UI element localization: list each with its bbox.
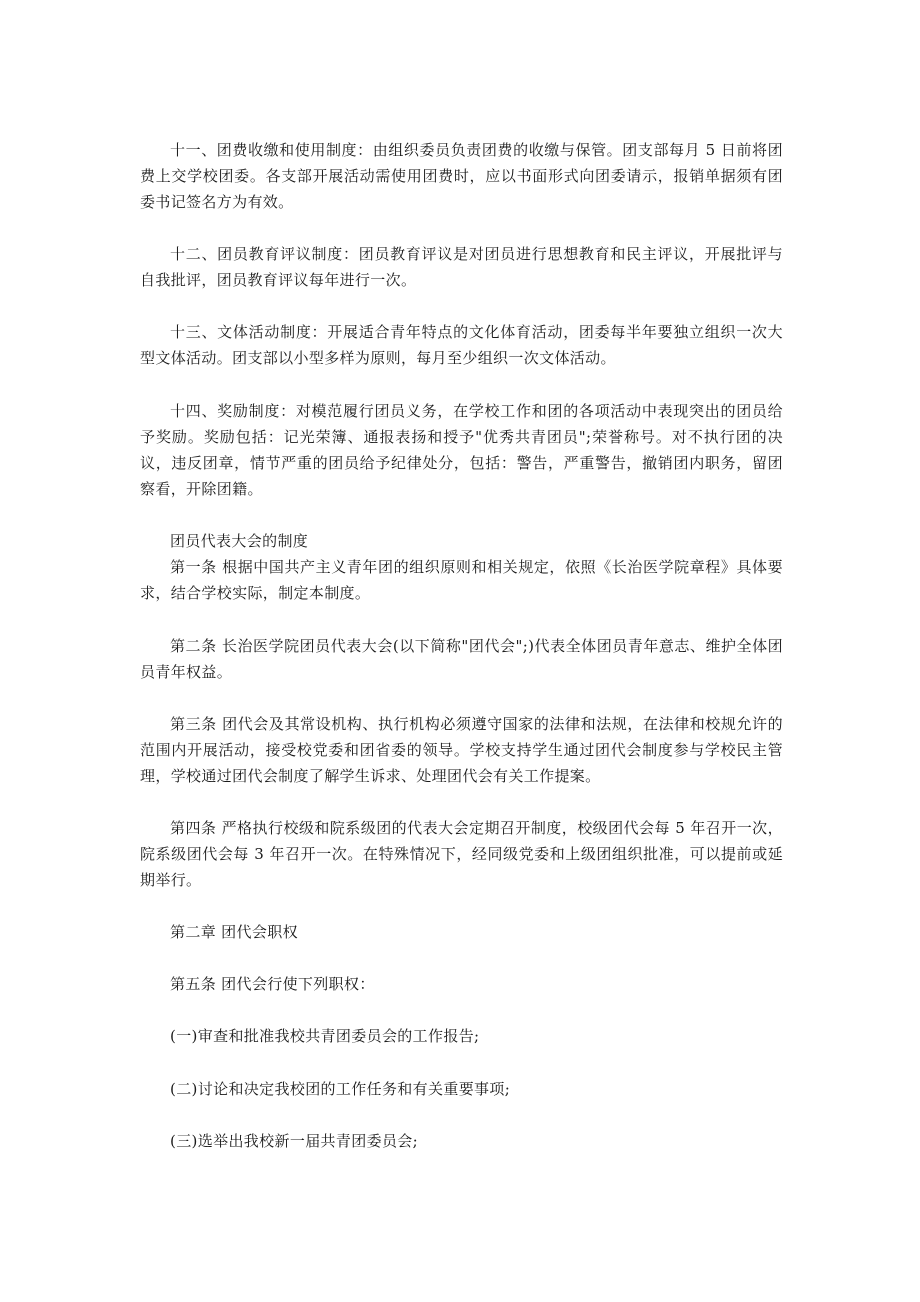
article-5: 第五条 团代会行使下列职权：	[170, 975, 375, 993]
power-item-2: (二)讨论和决定我校团的工作任务和有关重要事项;	[170, 1080, 511, 1098]
article-2: 第二条 长治医学院团员代表大会(以下简称"团代会";)代表全体团员青年意志、维护全体团员青年权益。	[140, 637, 783, 681]
paragraph-fee-system: 十一、团费收缴和使用制度：由组织委员负责团费的收缴与保管。团支部每月 5 日前将团费上交学校团委。各支部开展活动需使用团费时，应以书面形式向团委请示，报销单据须有团委书记签名方为有效。	[140, 141, 783, 211]
article-4: 第四条 严格执行校级和院系级团的代表大会定期召开制度，校级团代会每 5 年召开一次，院系级团代会每 3 年召开一次。在特殊情况下，经同级党委和上级团组织批准，可以提前或延期举行。	[140, 819, 783, 889]
article-3: 第三条 团代会及其常设机构、执行机构必须遵守国家的法律和法规，在法律和校规允许的范围内开展活动，接受校党委和团省委的领导。学校支持学生通过团代会制度参与学校民主管理，学校通过团代会制度了解学生诉求、处理团代会有关工作提案。	[140, 715, 783, 785]
section-heading-congress-system: 团员代表大会的制度	[170, 532, 309, 550]
paragraph-reward-system: 十四、奖励制度：对模范履行团员义务，在学校工作和团的各项活动中表现突出的团员给予奖励。奖励包括：记光荣簿、通报表扬和授予"优秀共青团员";荣誉称号。对不执行团的决议，违反团章，情节严重的团员给予纪律处分，包括：警告，严重警告，撤销团内职务，留团察看，开除团籍。	[140, 402, 783, 498]
chapter-2-heading: 第二章 团代会职权	[170, 923, 298, 941]
paragraph-culture-sports-system: 十三、文体活动制度：开展适合青年特点的文化体育活动，团委每半年要独立组织一次大型文体活动。团支部以小型多样为原则，每月至少组织一次文体活动。	[140, 323, 783, 367]
article-1: 第一条 根据中国共产主义青年团的组织原则和相关规定，依照《长治医学院章程》具体要求，结合学校实际，制定本制度。	[140, 558, 783, 602]
paragraph-evaluation-system: 十二、团员教育评议制度：团员教育评议是对团员进行思想教育和民主评议，开展批评与自我批评，团员教育评议每年进行一次。	[140, 245, 783, 289]
power-item-1: (一)审查和批准我校共青团委员会的工作报告;	[170, 1027, 480, 1045]
power-item-3: (三)选举出我校新一届共青团委员会;	[170, 1132, 419, 1150]
